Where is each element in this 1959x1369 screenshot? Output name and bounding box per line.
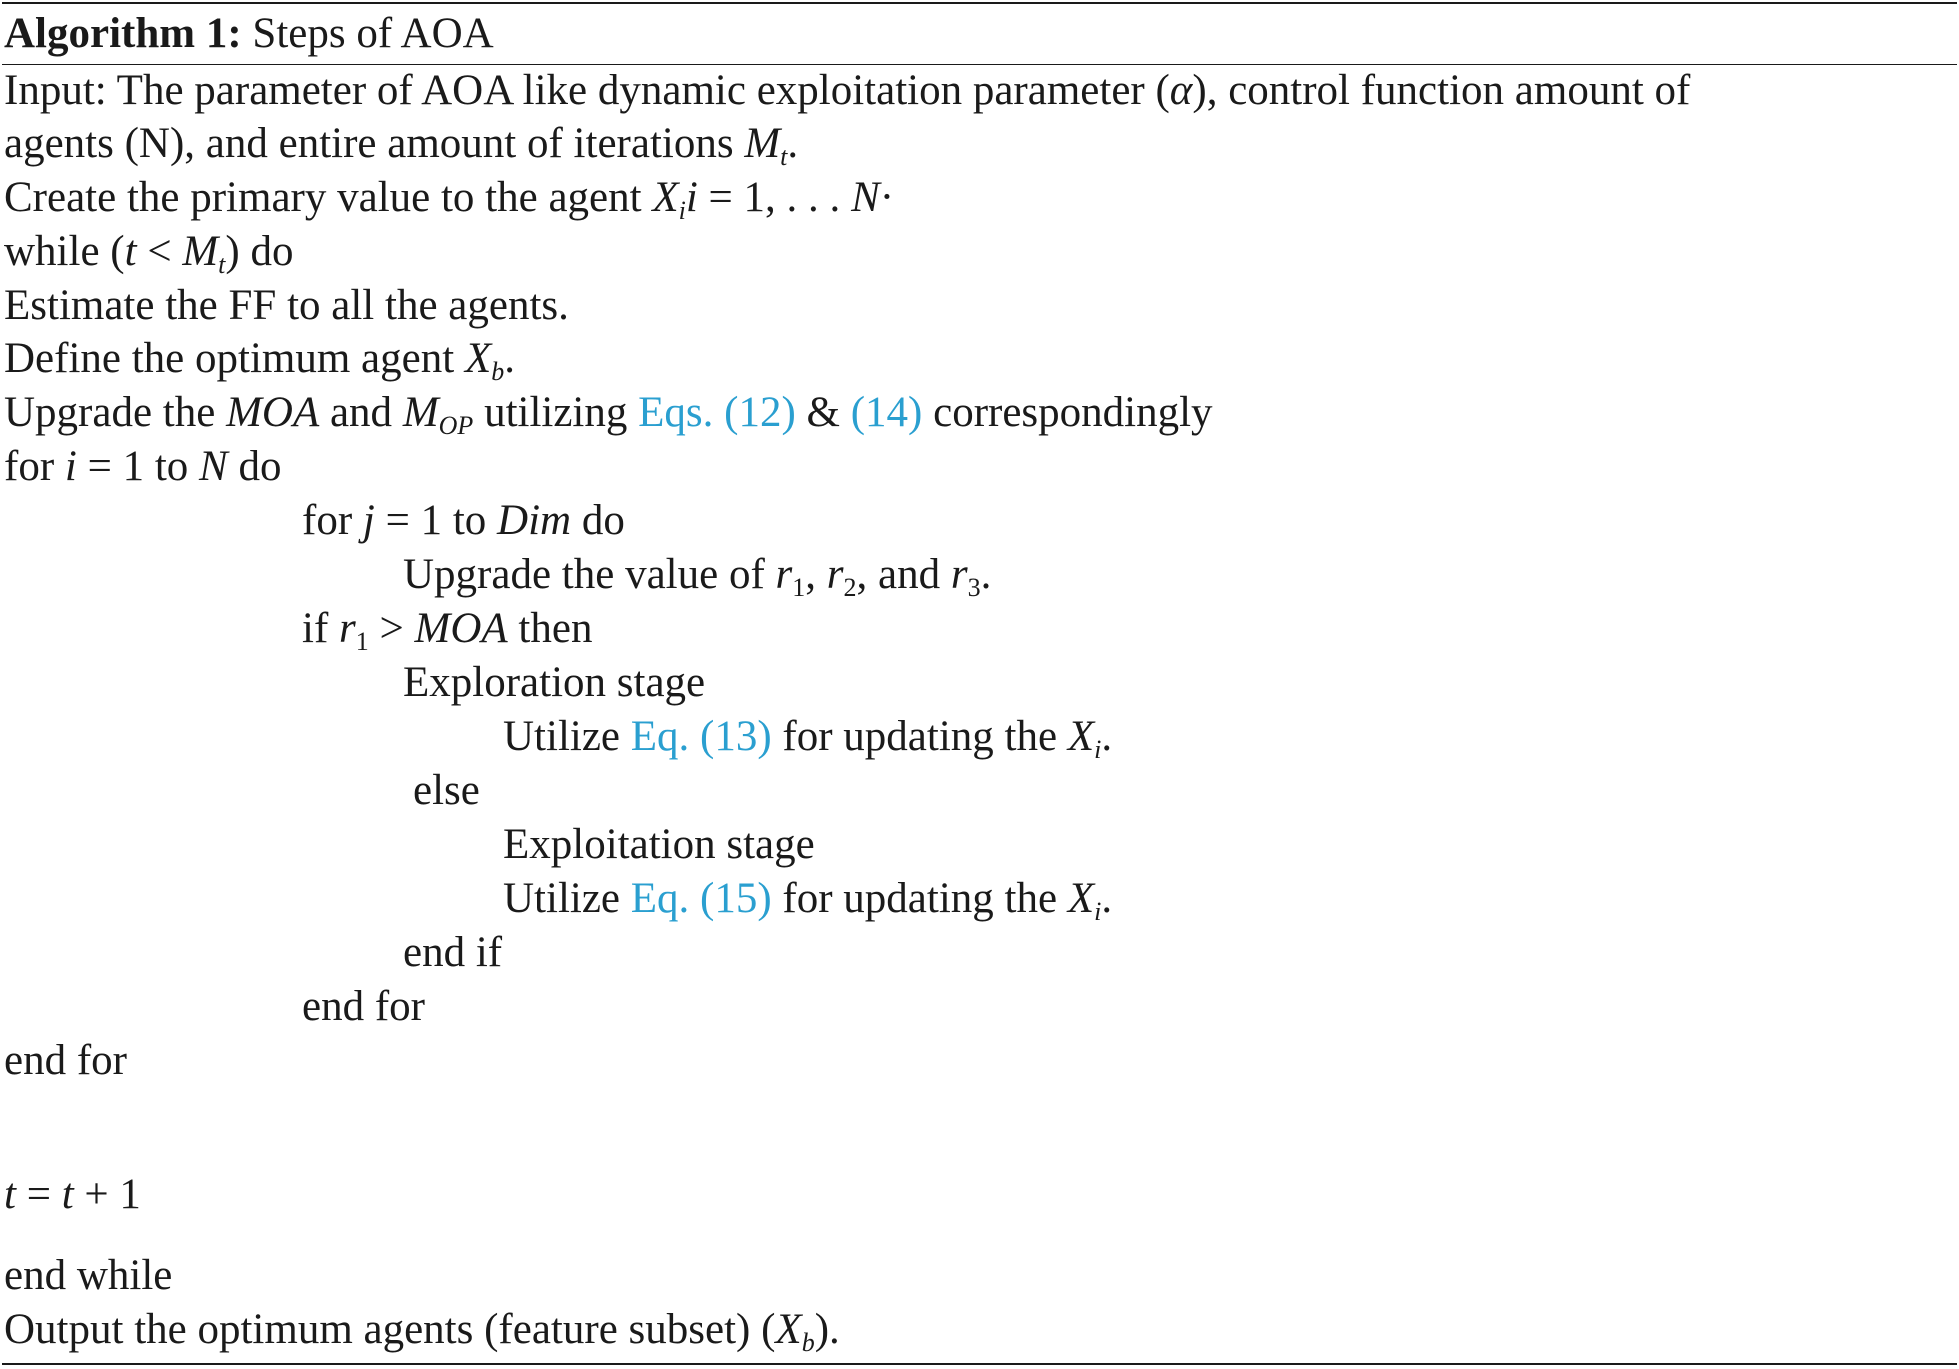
- sub-i: i: [1094, 735, 1102, 764]
- line-end-for-inner: [302, 981, 425, 1033]
- line-estimate: [4, 280, 569, 332]
- sub-OP: OP: [438, 411, 474, 440]
- text: = 1 to: [76, 443, 200, 490]
- line-utilize-13: [503, 711, 1112, 776]
- var-X: X: [1067, 713, 1095, 760]
- line-exploration: [403, 657, 705, 709]
- text: then: [507, 605, 593, 652]
- text: for updating the: [771, 875, 1068, 922]
- text: else: [413, 767, 480, 814]
- line-increment: [4, 1169, 141, 1221]
- var-i: i: [685, 174, 698, 221]
- var-MOA: MOA: [414, 605, 508, 652]
- text: >: [368, 605, 415, 652]
- sub-1: 1: [355, 627, 369, 656]
- text: .: [1101, 713, 1113, 760]
- line-for-j: [302, 495, 625, 547]
- text: Exploration stage: [403, 659, 706, 706]
- text: .: [1101, 875, 1113, 922]
- text: end if: [403, 929, 503, 976]
- text: ), control function amount of: [1192, 67, 1691, 114]
- text: &: [795, 389, 851, 436]
- eq-15-link[interactable]: Eq. (15): [630, 875, 772, 922]
- text: ) do: [225, 228, 294, 275]
- bottom-rule: [2, 1363, 1957, 1365]
- text: utilizing: [473, 389, 639, 436]
- text: end while: [4, 1252, 173, 1299]
- text: end for: [302, 983, 425, 1030]
- caption-title: Steps of AOA: [252, 10, 494, 57]
- var-X: X: [1067, 875, 1095, 922]
- var-X: X: [464, 335, 492, 382]
- var-MOA: MOA: [226, 389, 320, 436]
- var-M: M: [744, 120, 781, 167]
- text: end for: [4, 1037, 127, 1084]
- var-j: j: [362, 497, 375, 544]
- sub-2: 2: [843, 573, 857, 602]
- sub-i: i: [1094, 897, 1102, 926]
- text: <: [136, 228, 183, 275]
- text: ·: [879, 174, 895, 221]
- var-N: N: [199, 443, 228, 490]
- sub-i: i: [678, 196, 686, 225]
- var-r: r: [339, 605, 356, 652]
- var-X: X: [775, 1306, 802, 1353]
- text: =: [15, 1171, 62, 1218]
- text: Input: The parameter of AOA like dynamic exploitation parameter (: [4, 67, 1170, 114]
- var-M: M: [182, 228, 219, 275]
- text: , and: [856, 551, 951, 598]
- caption-label: Algorithm 1:: [4, 10, 242, 57]
- sub-3: 3: [967, 573, 981, 602]
- text: Utilize: [503, 875, 631, 922]
- var-i: i: [64, 443, 77, 490]
- text: do: [571, 497, 625, 544]
- text: while (: [4, 228, 125, 275]
- top-rule: [2, 2, 1957, 4]
- sub-1: 1: [792, 573, 806, 602]
- line-end-if: [403, 927, 502, 979]
- text: Utilize: [503, 713, 631, 760]
- var-r: r: [950, 551, 968, 598]
- alpha-symbol: α: [1169, 67, 1193, 114]
- text: = 1, . . .: [697, 174, 852, 221]
- text: Create the primary value to the agent: [4, 174, 653, 221]
- line-input-1: [4, 65, 1690, 117]
- line-utilize-15: [503, 873, 1112, 938]
- var-t: t: [4, 1171, 16, 1218]
- var-t: t: [61, 1171, 74, 1218]
- var-r: r: [826, 551, 844, 598]
- text: for: [4, 443, 65, 490]
- text: do: [227, 443, 282, 490]
- line-end-for-outer: [4, 1035, 127, 1087]
- text: correspondingly: [922, 389, 1213, 436]
- sub-b: b: [491, 357, 505, 386]
- line-exploitation: [503, 819, 815, 871]
- text: Estimate the FF to all the agents.: [4, 282, 569, 329]
- text: ,: [805, 551, 827, 598]
- eq-13-link[interactable]: Eq. (13): [630, 713, 772, 760]
- line-for-i: [4, 441, 281, 493]
- text: agents (N), and entire amount of iterations: [4, 120, 745, 167]
- algorithm-caption: [4, 8, 494, 60]
- text: if: [302, 605, 340, 652]
- eq-14-link[interactable]: (14): [850, 389, 923, 436]
- text: = 1 to: [374, 497, 498, 544]
- var-t: t: [124, 228, 137, 275]
- var-X: X: [652, 174, 679, 221]
- text: .: [980, 551, 992, 598]
- var-N: N: [851, 174, 880, 221]
- text: Upgrade the: [4, 389, 227, 436]
- text: .: [504, 335, 515, 382]
- line-else: [413, 765, 480, 817]
- text: and: [319, 389, 403, 436]
- line-end-while: [4, 1250, 172, 1302]
- text: for updating the: [771, 713, 1068, 760]
- eq-12-link[interactable]: Eqs. (12): [638, 389, 796, 436]
- text: .: [787, 120, 799, 167]
- var-r: r: [775, 551, 793, 598]
- text: Define the optimum agent: [4, 335, 465, 382]
- sub-t: t: [218, 250, 226, 279]
- line-output: [4, 1304, 840, 1369]
- text: + 1: [73, 1171, 141, 1218]
- var-Dim: Dim: [497, 497, 572, 544]
- sub-t: t: [780, 142, 788, 171]
- text: for: [302, 497, 363, 544]
- text: Upgrade the value of: [403, 551, 776, 598]
- sub-b: b: [801, 1328, 815, 1357]
- text: Output the optimum agents (feature subset) (: [4, 1306, 776, 1353]
- var-M: M: [402, 389, 439, 436]
- text: ).: [814, 1306, 840, 1353]
- text: Exploitation stage: [503, 821, 815, 868]
